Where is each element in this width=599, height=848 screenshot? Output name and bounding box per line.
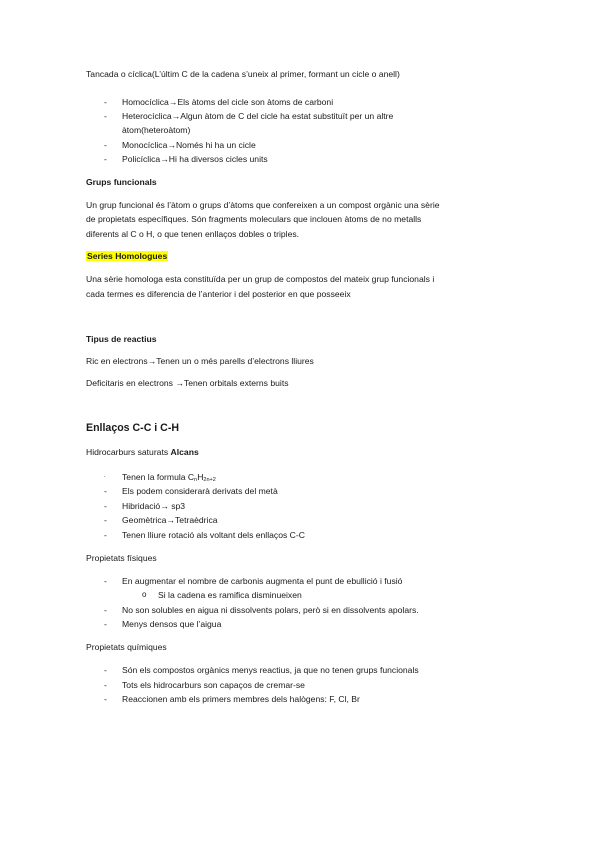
list-item-continuation: àtom(heteroàtom) (122, 125, 191, 135)
bullet-dot: . (104, 473, 106, 479)
bullet-dash: - (104, 680, 107, 690)
paragraph-line: diferents al C o H, o que tenen enllaços dobles o triples. (86, 229, 300, 239)
list-item: Menys densos que l’aigua (122, 619, 222, 629)
list-item: Monocíclica→Només hi ha un cicle (122, 140, 256, 150)
bullet-dash: - (104, 694, 107, 704)
list-item: En augmentar el nombre de carbonis augmenta el punt de ebullició i fusió (122, 576, 403, 586)
list-item: Reaccionen amb els primers membres dels halògens: F, Cl, Br (122, 694, 360, 704)
bullet-dash: - (104, 576, 107, 586)
list-item: Geomètrica→Tetraèdrica (122, 515, 218, 525)
subheading-bold: Alcans (170, 447, 199, 457)
list-item: Els podem considerarà derivats del metà (122, 486, 278, 496)
section-heading-fisiques: Propietats físiques (86, 553, 157, 563)
list-item: Heterocíclica→Algun àtom de C del cicle ha estat substituït per un altre (122, 111, 394, 121)
bullet-dash: - (104, 97, 107, 107)
bullet-circle: o (142, 590, 147, 599)
list-item: No son solubles en aigua ni dissolvents polars, però si en dissolvents apolars. (122, 605, 419, 615)
list-item: Tenen lliure rotació als voltant dels enllaços C-C (122, 530, 305, 540)
bullet-dash: - (104, 530, 107, 540)
formula-line (122, 471, 216, 483)
formula-sub-n: n (194, 477, 198, 483)
paragraph-line: Ric en electrons→Tenen un o més parells d’electrons lliures (86, 356, 314, 366)
section-heading-grups: Grups funcionals (86, 177, 157, 187)
list-item: Homocíclica→Els àtoms del cicle son àtoms de carboni (122, 97, 334, 107)
paragraph-line: cada termes es diferencia de l’anterior i del posterior en que posseeix (86, 289, 351, 299)
bullet-dash: - (104, 111, 107, 121)
paragraph-line: de propietats específiques. Són fragments moleculars que inclouen àtoms de no metalls (86, 214, 422, 224)
formula-sub-2n2: 2n+2 (203, 477, 216, 483)
list-item: Hibridació→ sp3 (122, 501, 186, 511)
list-item: Són els compostos orgànics menys reactius, ja que no tenen grups funcionals (122, 665, 419, 675)
paragraph-line: Una sèrie homologa esta constituïda per un grup de compostos del mateix grup funcionals i (86, 274, 435, 284)
bullet-dash: - (104, 140, 107, 150)
section-heading-series: Series Homologues (87, 251, 168, 261)
paragraph-line: Un grup funcional és l’àtom o grups d’àtoms que confereixen a un compost orgànic una sèrie (86, 200, 440, 210)
sub-list-item: Si la cadena es ramifica disminueixen (158, 590, 302, 600)
formula-h: H (197, 472, 204, 482)
list-item: Tots els hidrocarburs son capaços de cremar-se (122, 680, 305, 690)
subheading-alcans (86, 446, 199, 458)
bullet-dash: - (104, 605, 107, 615)
bullet-dash: - (104, 619, 107, 629)
bullet-dash: - (104, 501, 107, 511)
paragraph-line: Deficitaris en electrons →Tenen orbitals externs buits (86, 378, 289, 388)
intro-title: Tancada o cíclica(L’últim C de la cadena s’uneix al primer, formant un cicle o anell) (86, 69, 400, 79)
bullet-dash: - (104, 486, 107, 496)
bullet-dash: - (104, 515, 107, 525)
section-heading-reactius: Tipus de reactius (86, 334, 157, 344)
list-item: Policíclica→Hi ha diversos cicles units (122, 154, 268, 164)
subheading-prefix: Hidrocarburs saturats (86, 447, 171, 457)
section-heading-enllacos: Enllaços C-C i C-H (86, 422, 180, 434)
bullet-dash: - (104, 665, 107, 675)
bullet-dash: - (104, 154, 107, 164)
section-heading-quimiques: Propietats químiques (86, 642, 167, 652)
formula-prefix: Tenen la formula C (122, 472, 195, 482)
